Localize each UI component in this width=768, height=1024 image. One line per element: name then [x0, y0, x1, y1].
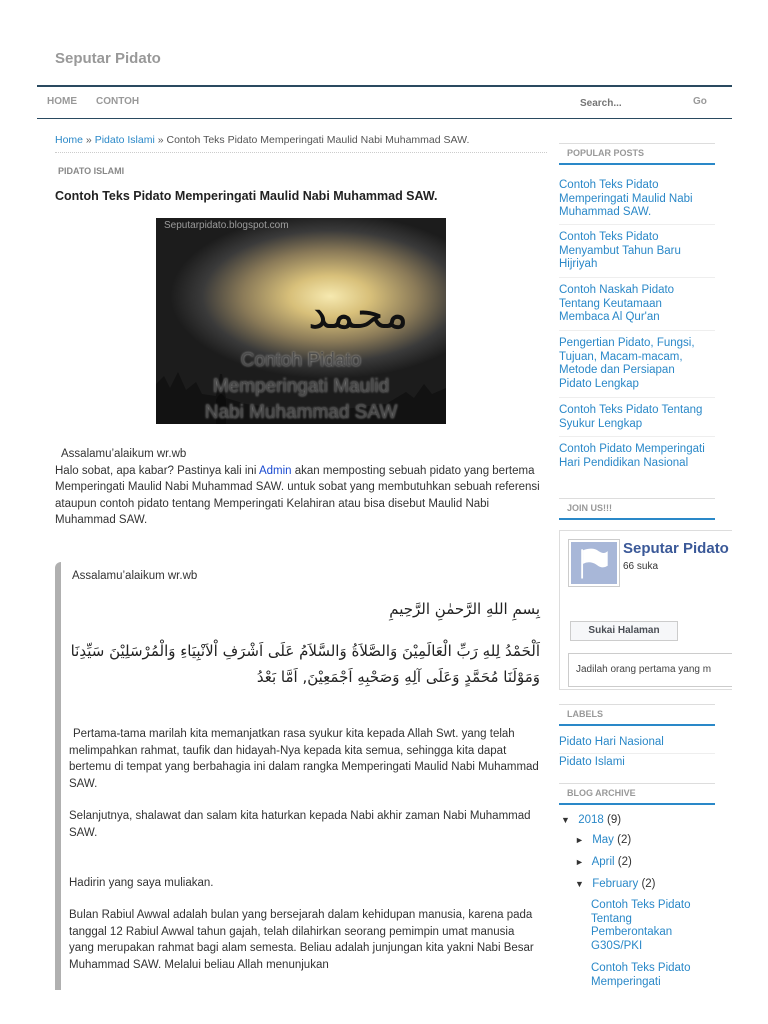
- popular-post-link[interactable]: Contoh Pidato Memperingati Hari Pendidikan Nasional: [559, 443, 705, 469]
- breadcrumb-category[interactable]: Pidato Islami: [94, 134, 155, 146]
- archive-count: (2): [641, 878, 656, 890]
- popular-post-link[interactable]: Contoh Naskah Pidato Tentang Keutamaan Membaca Al Qur'an: [559, 284, 675, 323]
- triangle-right-icon[interactable]: ►: [575, 857, 584, 867]
- body-paragraph: Bulan Rabiul Awwal adalah bulan yang bersejarah dalam kehidupan manusia, karena pada tanggal 12 Rabiul Awwal tahun gajah, telah dilahirkan seorang pemimpin umat manusia yang merupakan rahmat bagi alam semesta. Beliau adalah junjungan kita yakni Nabi Besar Muhammad SAW. Melalui beliau Allah menunjukan: [69, 909, 534, 971]
- archive-year[interactable]: [561, 814, 621, 826]
- fb-like-page-button[interactable]: [570, 621, 678, 641]
- breadcrumb-sep: »: [83, 134, 95, 146]
- post-label[interactable]: PIDATO ISLAMI: [58, 166, 125, 176]
- body-paragraph: Pertama-tama marilah kita memanjatkan rasa syukur kita kepada Allah Swt. yang telah melimpahkan rahmat, taufik dan hidayah-Nya kepada kita semua, sehingga kita dapat bertemu di tempat yang berbahagia ini dalam rangka Memperingati Maulid Nabi Muhammad SAW.: [69, 728, 539, 790]
- popular-post-link[interactable]: Contoh Teks Pidato Tentang Syukur Lengkap: [559, 404, 703, 430]
- archive-count: (9): [607, 814, 622, 826]
- popular-post-link[interactable]: Pengertian Pidato, Fungsi, Tujuan, Macam-macam, Metode dan Persiapan Pidato Lengkap: [559, 337, 695, 390]
- fb-friends-note: Jadilah orang pertama yang m: [568, 653, 732, 687]
- top-nav: [37, 85, 732, 119]
- search-input[interactable]: [580, 95, 685, 111]
- facebook-page-widget: [559, 530, 732, 690]
- blog-archive-heading: BLOG ARCHIVE: [559, 783, 715, 805]
- blockquote-bar: [55, 562, 61, 990]
- admin-link[interactable]: Admin: [258, 464, 292, 477]
- divider: [559, 397, 715, 398]
- image-caption-line: Contoh Pidato: [240, 350, 362, 371]
- label-link[interactable]: Pidato Islami: [559, 756, 625, 768]
- image-caption-line: Nabi Muhammad SAW: [204, 402, 398, 423]
- breadcrumb-current: Contoh Teks Pidato Memperingati Maulid Nabi Muhammad SAW.: [166, 134, 470, 146]
- image-watermark: Seputarpidato.blogspot.com: [164, 220, 289, 231]
- fb-page-name[interactable]: Seputar Pidato: [623, 540, 729, 557]
- archive-month[interactable]: [575, 878, 656, 890]
- nav-home[interactable]: HOME: [47, 96, 77, 107]
- body-paragraph: Selanjutnya, shalawat dan salam kita haturkan kepada Nabi akhir zaman Nabi Muhammad SAW.: [69, 810, 531, 839]
- join-us-heading: JOIN US!!!: [559, 498, 715, 520]
- image-caption: [156, 348, 446, 424]
- popular-post-link[interactable]: Contoh Teks Pidato Memperingati Maulid Nabi Muhammad SAW.: [559, 179, 693, 218]
- calligraphy-muhammad: محمد: [308, 288, 409, 339]
- divider: [559, 753, 715, 754]
- popular-posts-heading: POPULAR POSTS: [559, 143, 715, 165]
- labels-heading: LABELS: [559, 704, 715, 726]
- post-intro: [55, 446, 545, 529]
- archive-count: (2): [617, 856, 632, 868]
- triangle-down-icon[interactable]: ▼: [561, 815, 570, 825]
- archive-month[interactable]: [575, 834, 631, 846]
- archive-year-label[interactable]: 2018: [578, 814, 604, 826]
- intro-paragraph: [55, 463, 545, 529]
- fb-like-label: Sukai Halaman: [588, 625, 660, 636]
- fb-page-avatar[interactable]: [569, 540, 619, 586]
- intro-greeting: Assalamu’alaikum wr.wb: [61, 448, 187, 460]
- archive-post-link[interactable]: Contoh Teks Pidato Tentang Pemberontakan G30S/PKI: [591, 899, 691, 952]
- archive-post-link[interactable]: Contoh Teks Pidato Memperingati: [591, 962, 691, 988]
- breadcrumb-sep: »: [154, 134, 167, 146]
- flag-icon: [571, 542, 617, 584]
- archive-count: (2): [617, 834, 632, 846]
- breadcrumb: [55, 134, 547, 153]
- archive-month-label[interactable]: May: [592, 834, 614, 846]
- divider: [559, 330, 715, 331]
- divider: [559, 277, 715, 278]
- nav-contoh[interactable]: CONTOH: [96, 96, 140, 107]
- post-image: [156, 218, 446, 424]
- arabic-bismillah: بِسمِ اللهِ الرَّحمٰنِ الرَّحِيمِ: [389, 600, 540, 618]
- post-title: Contoh Teks Pidato Memperingati Maulid Nabi Muhammad SAW.: [55, 189, 438, 203]
- intro-text: akan memposting sebuah pidato yang bertema Memperingati Maulid Nabi Muhammad SAW. untuk sobat yang membutuhkan sebuah referensi ataupun contoh pidato tentang Memperingati Kelahiran atau bisa disebut Maulid Nabi Muhammad SAW.: [55, 464, 540, 526]
- intro-text: Halo sobat, apa kabar? Pastinya kali ini: [55, 464, 259, 477]
- archive-month-label[interactable]: April: [591, 856, 615, 868]
- archive-month[interactable]: [575, 856, 632, 868]
- divider: [559, 224, 715, 225]
- arabic-hamdalah: اَلْحَمْدُ لِلهِ رَبِّ الْعَالَمِيْنَ وَالصَّلاَةُ وَالسَّلاَمُ عَلَى اَشْرَفِ اْلاَنْبِيَاءِ وَالْمُرْسَلِيْنَ سَيِّدِنَا وَمَوْلَنَا مُحَمَّدٍ وَعَلَى آلِهِ وَصَحْبِهِ اَجْمَعِيْنَ, اَمَّا بَعْدُ: [70, 642, 540, 686]
- blog-title[interactable]: Seputar Pidato: [55, 50, 161, 67]
- archive-month-label[interactable]: February: [592, 878, 639, 890]
- quote-greeting: Assalamu’alaikum wr.wb: [72, 570, 198, 582]
- triangle-down-icon[interactable]: ▼: [575, 879, 584, 889]
- image-caption-line: Memperingati Maulid: [212, 376, 390, 397]
- popular-post-link[interactable]: Contoh Teks Pidato Menyambut Tahun Baru Hijriyah: [559, 231, 681, 270]
- search-go-button[interactable]: Go: [693, 96, 707, 107]
- body-paragraph: Hadirin yang saya muliakan.: [69, 877, 214, 889]
- triangle-right-icon[interactable]: ►: [575, 835, 584, 845]
- label-link[interactable]: Pidato Hari Nasional: [559, 736, 664, 748]
- divider: [559, 436, 715, 437]
- fb-like-count: 66 suka: [623, 561, 659, 572]
- breadcrumb-home[interactable]: Home: [55, 134, 84, 146]
